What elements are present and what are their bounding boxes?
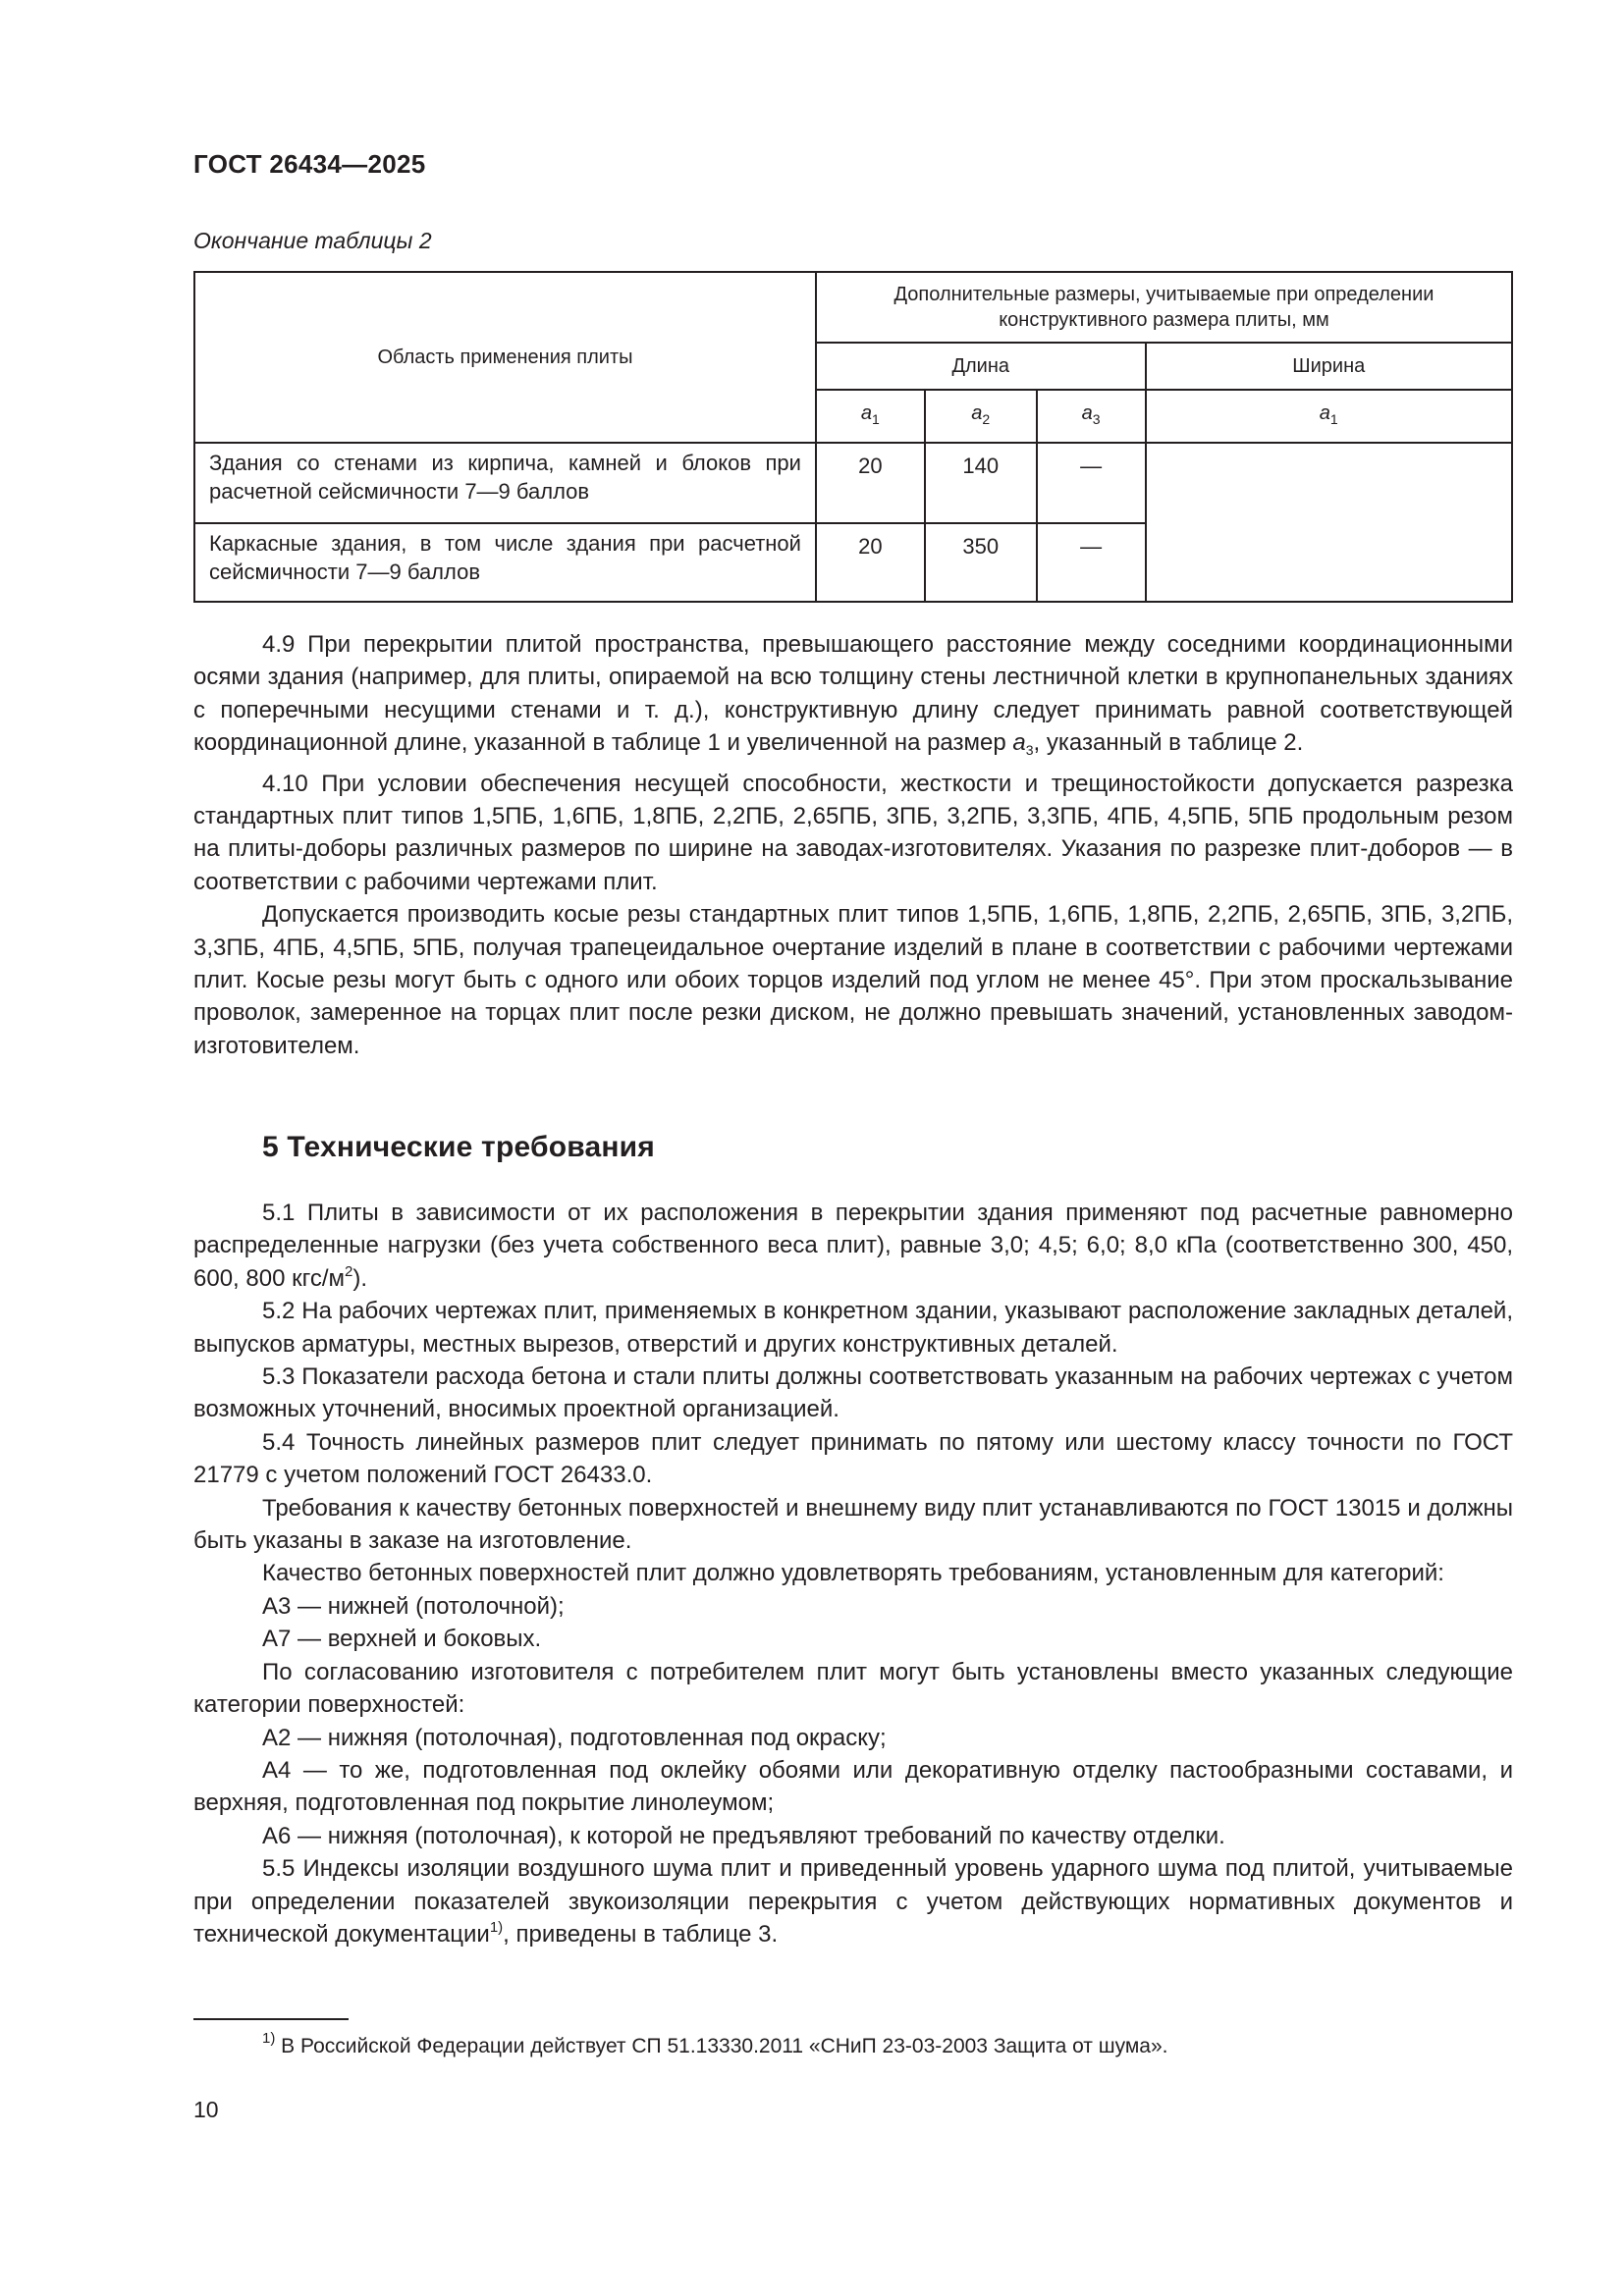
footnote-divider <box>193 2018 349 2020</box>
header-cell-length: Длина <box>816 343 1146 390</box>
cell-a3: — <box>1037 523 1146 602</box>
paragraph-5-4-c: Качество бетонных поверхностей плит должно удовлетворять требованиям, установленным для категорий: <box>262 1560 1444 1587</box>
header-cell-width-a1: $a_1$ <box>1146 390 1513 443</box>
category-a4: А4 — то же, подготовленная под оклейку обоями или декоративную отделку пастообразными составами, и верхняя, подготовленная под покрытие линолеумом; <box>193 1756 1513 1817</box>
paragraph-4-9: 4.9 При перекрытии плитой пространства, превышающего расстояние между соседними координационными осями здания (например, для плиты, опираемой на всю толщину стены лестничной клетки в крупнопанельных зданиях с поперечными несущими стенами и т. д.), конструктивную длину следует принимать равной соответствующей координационной длине, указанной в таблице 1 и увеличенной на размер $a_3$, указанный в таблице 2. <box>193 631 1513 759</box>
paragraph-5-3: 5.3 Показатели расхода бетона и стали плиты должны соответствовать указанным на рабочих чертежах с учетом возможных уточнений, вносимых проектной организацией. <box>193 1363 1513 1423</box>
page-number: 10 <box>193 2097 219 2122</box>
document-header: ГОСТ 26434—2025 <box>193 149 426 179</box>
cell-a1: 20 <box>816 523 925 602</box>
cell-a2: 140 <box>925 443 1037 523</box>
category-a7: А7 — верхней и боковых. <box>262 1626 542 1653</box>
table-row <box>194 443 1512 523</box>
paragraph-5-5: 5.5 Индексы изоляции воздушного шума плит и приведенный уровень ударного шума под плитой, учитываемые при определении показателей звукоизоляции перекрытия с учетом действующих нормативных документов и технической документации$^{1)}$, приведены в таблице 3. <box>193 1855 1513 1948</box>
cell-area: Здания со стенами из кирпича, камней и блоков при расчетной сейсмичности 7—9 баллов <box>194 443 816 523</box>
header-cell-width: Ширина <box>1146 343 1513 390</box>
paragraph-5-4-b: Требования к качеству бетонных поверхностей и внешнему виду плит устанавливаются по ГОСТ 13015 и должны быть указаны в заказе на изготовление. <box>193 1494 1513 1555</box>
cell-area: Каркасные здания, в том числе здания при расчетной сейсмичности 7—9 баллов <box>194 523 816 602</box>
cell-a3: — <box>1037 443 1146 523</box>
table-caption: Окончание таблицы 2 <box>193 228 432 253</box>
cell-a2: 350 <box>925 523 1037 602</box>
category-a3: А3 — нижней (потолочной); <box>262 1592 565 1620</box>
section-5-text <box>193 1197 1513 1950</box>
paragraph-5-2: 5.2 На рабочих чертежах плит, применяемых в конкретном здании, указывают расположение закладных деталей, выпусков арматуры, местных вырезов, отверстий и других конструктивных деталей. <box>193 1298 1513 1358</box>
header-cell-dims: Дополнительные размеры, учитываемые при определении конструктивного размера плиты, мм <box>816 272 1512 343</box>
footnote: $^{1)}$ В Российской Федерации действует СП 51.13330.2011 «СНиП 23-03-2003 Защита от шума». <box>262 2030 1168 2057</box>
table-2-end <box>193 271 1513 603</box>
header-cell-a1: $a_1$ <box>816 390 925 443</box>
cell-width-merged <box>1146 443 1513 602</box>
paragraph-5-4: 5.4 Точность линейных размеров плит следует принимать по пятому или шестому классу точности по ГОСТ 21779 с учетом положений ГОСТ 26433.0. <box>193 1428 1513 1489</box>
category-a2: А2 — нижняя (потолочная), подготовленная под окраску; <box>262 1724 887 1751</box>
category-a6: А6 — нижняя (потолочная), к которой не предъявляют требований по качеству отделки. <box>262 1822 1225 1849</box>
section-5-heading: 5 Технические требования <box>262 1131 656 1163</box>
header-cell-a2: $a_2$ <box>925 390 1037 443</box>
header-cell-area: Область применения плиты <box>194 272 816 443</box>
cell-a1: 20 <box>816 443 925 523</box>
table-header-row-1 <box>194 272 1512 343</box>
paragraph-4-10: 4.10 При условии обеспечения несущей способности, жесткости и трещиностойкости допускается разрезка стандартных плит типов 1,5ПБ, 1,6ПБ, 1,8ПБ, 2,2ПБ, 2,65ПБ, 3ПБ, 3,2ПБ, 3,3ПБ, 4ПБ, 4,5ПБ, 5ПБ продольным резом на плиты-доборы различных размеров по ширине на заводах-изготовителях. Указания по разрезке плит-доборов — в соответствии с рабочими чертежами плит. <box>193 770 1513 895</box>
paragraph-5-4-d: По согласованию изготовителя с потребителем плит могут быть установлены вместо указанных следующие категории поверхностей: <box>193 1658 1513 1719</box>
paragraph-5-1: 5.1 Плиты в зависимости от их расположения в перекрытии здания применяют под расчетные равномерно распределенные нагрузки (без учета собственного веса плит), равные 3,0; 4,5; 6,0; 8,0 кПа (соответственно 300, 450, 600, 800 кгс/$м^2$). <box>193 1200 1513 1292</box>
section-4-text <box>193 628 1513 1062</box>
header-cell-a3: $a_3$ <box>1037 390 1146 443</box>
paragraph-4-10-b: Допускается производить косые резы стандартных плит типов 1,5ПБ, 1,6ПБ, 1,8ПБ, 2,2ПБ, 2,65ПБ, 3ПБ, 3,2ПБ, 3,3ПБ, 4ПБ, 4,5ПБ, 5ПБ, получая трапецеидальное очертание изделий в плане в соответствии с рабочими чертежами плит. Косые резы могут быть с одного или обоих торцов изделий под углом не менее 45°. При этом проскальзывание проволок, замеренное на торцах плит после резки диском, не должно превышать значений, установленных заводом-изготовителем. <box>193 901 1513 1059</box>
